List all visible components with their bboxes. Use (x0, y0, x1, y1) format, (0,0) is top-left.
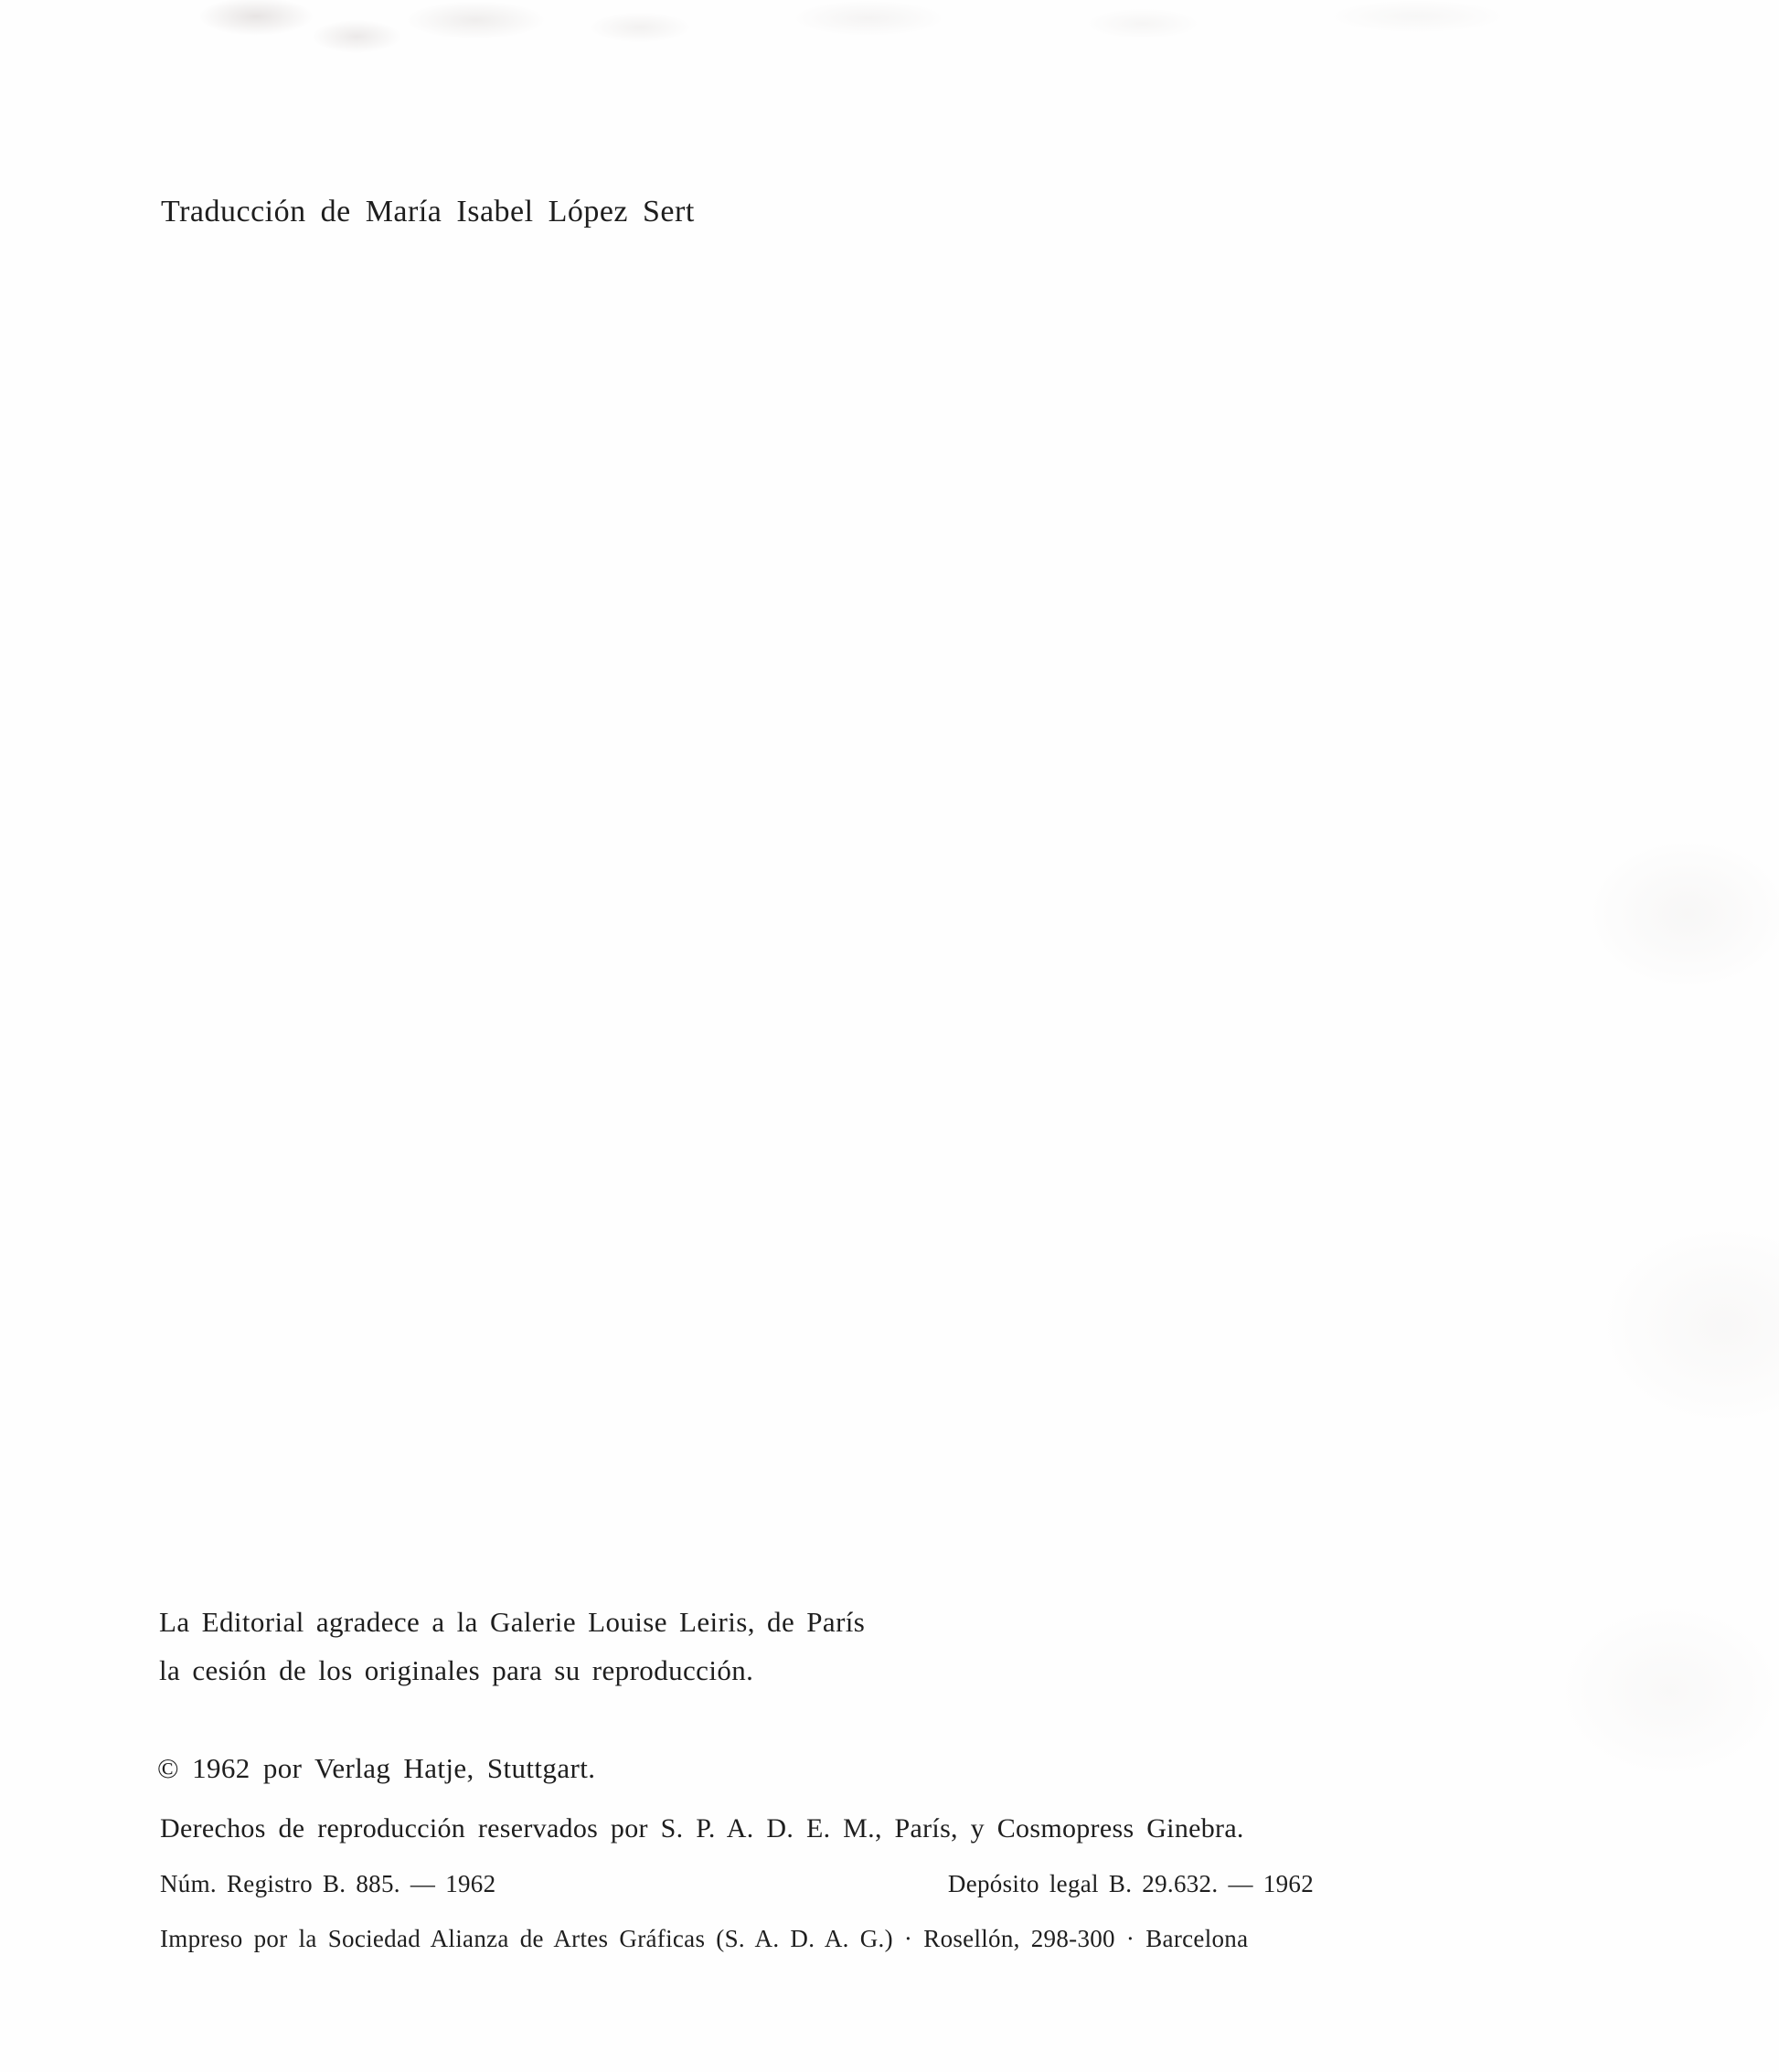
reproduction-rights-line: Derechos de reproducción reservados por S. P. A. D. E. M., París, y Cosmopress Ginebra. (160, 1813, 1244, 1844)
printer-imprint-line: Impreso por la Sociedad Alianza de Artes Gráficas (S. A. D. A. G.) · Rosellón, 298-300 · Barcelona (160, 1925, 1249, 1952)
legal-deposit: Depósito legal B. 29.632. — 1962 (947, 1870, 1314, 1897)
scan-artifact-top (0, 0, 1779, 87)
registry-number: Núm. Registro B. 885. — 1962 (160, 1870, 496, 1897)
acknowledgement-block (159, 1598, 865, 1695)
acknowledgement-line-1: La Editorial agradece a la Galerie Louise Leiris, de París (159, 1606, 866, 1638)
acknowledgement-line-2: la cesión de los originales para su reproducción. (159, 1654, 754, 1686)
registry-row (160, 1870, 1314, 1898)
scan-artifact-right (1395, 640, 1779, 2011)
copyright-line: © 1962 por Verlag Hatje, Stuttgart. (157, 1752, 596, 1784)
translation-credit-line: Traducción de María Isabel López Sert (161, 195, 695, 228)
